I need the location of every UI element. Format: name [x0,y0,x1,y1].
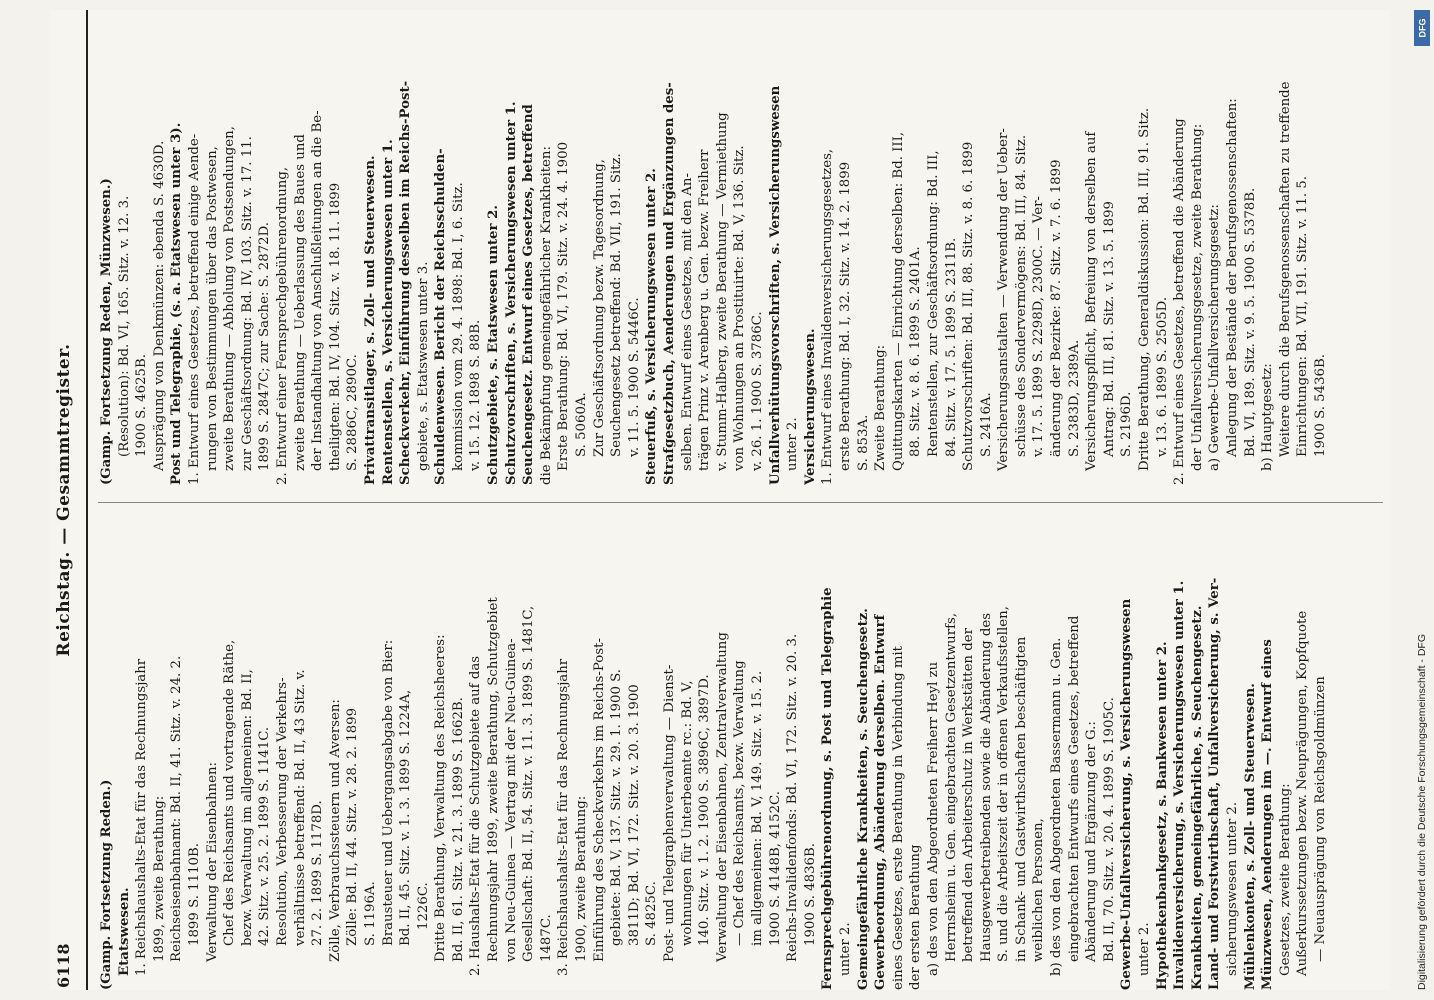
register-line: b) des von den Abgeordneten Bassermann u. Gen. [1049,637,1065,976]
register-line: gebiete: Bd. V, 137. Sitz. v. 29. 1. 1900 S. [609,668,625,946]
register-line: (Gamp. Fortsetzung Reden.) [99,779,114,990]
register-line: Scheckverkehr, Einführung desselben im Reichs-Post- [398,80,414,485]
register-line: Einführung des Scheckverkehrs im Reichs-Post- [591,638,607,962]
register-line: betreffend den Arbeiterschutz in Werkstätten der [961,628,977,962]
register-line: 1900 S. 4836B. [802,843,818,946]
register-line: Unfallverhütungsvorschriften, s. Versicherungswesen [767,85,783,485]
register-line: von Neu-Guinea — Vertrag mit der Neu-Guinea- [503,638,519,962]
register-line: Steuerfuß, s. Versicherungswesen unter 2. [644,168,660,485]
register-line: kommission vom 29. 4. 1898: Bd. I, 6. Sitz. [450,182,466,471]
register-line: v. 15. 12. 1898 S. 88B. [468,319,484,471]
right-column [98,20,1383,485]
register-line: Mühlenkonten, s. Zoll- und Steuerwesen. [1242,683,1258,990]
register-line: der Unfallversicherungsgesetze, zweite Berathung: [1189,123,1205,471]
register-line: 2. Entwurf einer Fernsprechgebührenordnung, [274,166,290,485]
register-line: S. 2383D, 2389A. [1066,339,1082,457]
register-line: Weitere durch die Berufsgenossenschaften zu treffende [1277,81,1293,457]
register-line: Brausteuer und Uebergangsabgabe von Bier: [380,639,396,946]
register-line: Bd. II, 61. Sitz. v. 21. 3. 1899 S. 1662B. [450,697,466,962]
register-line: S. 1196A. [362,881,378,946]
register-line: in Schank- und Gastwirthschaften beschäftigten [1013,636,1029,962]
register-line: schüsse des Sondervermögens: Bd. III, 84. Sitz. [1013,134,1029,457]
register-line: der ersten Berathung [908,844,924,990]
register-line: änderung der Bezirke: 87. Sitz. v. 7. 6. 1899 [1049,159,1065,457]
register-line: (Gamp. Fortsetzung Reden, Münzwesen.) [99,178,114,485]
register-line: verhältnisse betreffend: Bd. II, 43 Sitz. v. [292,669,308,946]
register-line: der Instandhaltung von Anschlußleitungen an die Be- [310,110,326,471]
register-line: trägen Prinz v. Arenberg u. Gen. bezw. Freiherr [697,149,713,471]
register-line: rungen von Bestimmungen über das Postwesen, [204,146,220,471]
register-line: 140. Sitz. v. 1. 2. 1900 S. 3896C, 3897D. [697,674,713,946]
page-number: 6118 [54,943,73,988]
register-line: Resolution, Verbesserung der Verkehrs- [274,677,290,946]
register-line: S. 853A. [855,414,871,471]
register-line: Gewerbe-Unfallversicherung, s. Versicherungswesen [1119,598,1135,990]
register-line: 1226C. [415,882,431,930]
register-line: weiblichen Personen, [1031,818,1047,962]
register-line: Ausprägung von Denkmünzen: ebenda S. 4630D. [151,140,167,471]
running-head: Reichstag. — Gesammtregister. [54,343,74,657]
register-line: gebiete, s. Etatswesen unter 3. [415,261,431,471]
register-line: Post und Telegraphie, (s. a. Etatswesen unter 3). [169,122,185,485]
register-line: Schuldenwesen. Bericht der Reichsschulden- [433,148,449,485]
register-line: Invalidenversicherung, s. Versicherungswesen unter 1. [1172,580,1188,990]
register-line: 27. 2. 1899 S. 1178D. [310,800,326,946]
register-line: selben. Entwurf eines Gesetzes, mit den An- [679,173,695,471]
register-line: Herrnsheim u. Gen. eingebrachten Gesetzentwurfs, [943,612,959,962]
dfg-logo [1414,10,1430,46]
register-line: Reichseisenbahnamt: Bd. II, 41. Sitz. v. 24. 2. [169,655,185,962]
register-line: Rentenstellen, zur Geschäftsordnung: Bd. III, [925,150,941,457]
register-line: Hypothekenbankgesetz, s. Bankwesen unter 2. [1154,641,1170,990]
register-line: Dritte Berathung, Verwaltung des Reichsheeres: [433,634,449,962]
register-line: Gesellschaft: Bd. II, 54. Sitz. v. 11. 3. 1899 S. 1481C, [521,605,537,962]
register-line: bezw. Verwaltung im allgemeinen: Bd. II, [239,669,255,946]
register-line: Verwaltung der Eisenbahnen: [204,761,220,962]
register-line: zweite Berathung — Ueberlassung des Baues und [292,134,308,471]
register-line: Seuchengesetz. Entwurf eines Gesetzes, betreffend [521,104,537,485]
register-line: v. 13. 6. 1899 S. 2505D. [1154,296,1170,457]
register-line: Land- und Forstwirthschaft, Unfallversicherung, s. Ver- [1207,577,1223,990]
register-line: Versicherungsanstalten — Verwendung der Ueber- [996,128,1012,471]
register-line: Verwaltung der Eisenbahnen, Zentralverwaltung [714,632,730,962]
register-line: Anlegung der Bestände der Berufsgenossenschaften: [1225,98,1240,457]
register-line: im allgemeinen: Bd. V, 149. Sitz. v. 15. 2. [749,670,765,946]
register-line: v. Stumm-Halberg, zweite Berathung — Vermiethung [714,112,730,471]
register-line: Bd. II, 45. Sitz. v. 1. 3. 1899 S. 1224A, [398,689,414,946]
register-line: theiligten: Bd. IV, 104. Sitz. v. 18. 11. 1899 [327,182,343,471]
register-line: Versicherungspflicht, Befreiung von derselben auf [1084,131,1100,471]
register-line: Gemeingefährliche Krankheiten, s. Seuchengesetz. [855,608,871,990]
column-divider [98,502,1383,503]
register-line: Reichs-Invalidenfonds: Bd. VI, 172. Sitz. v. 20. 3. [785,633,801,962]
left-column [98,525,1383,990]
register-line: zweite Berathung — Abholung von Postsendungen, [222,126,238,471]
register-line: Abänderung und Ergänzung der G.: [1084,721,1100,962]
register-line: 84. Sitz. v. 17. 5. 1899 S. 2311B. [943,237,959,457]
register-line: zur Geschäftsordnung: Bd. IV, 103. Sitz. v. 17. 11. [239,136,255,471]
register-line: Post- und Telegraphenverwaltung — Dienst- [662,664,677,962]
register-line: S. 2416A. [978,392,994,457]
register-line: Versicherungswesen. [802,328,818,485]
register-line: Außerkurssetzungen bezw. Neuprägungen, Kopfquote [1295,610,1311,976]
register-line: (Resolution): Bd. VI, 165. Sitz. v. 12. 3. [116,195,132,457]
register-line: S. und die Arbeitszeit der in offenen Verkaufsstellen, [996,606,1012,962]
dfg-badge-text: DFG [1417,18,1427,38]
register-line: Dritte Berathung, Generaldiskussion: Bd. III, 91. Sitz. [1137,107,1153,471]
register-line: v. 26. 1. 1900 S. 3786C. [749,311,765,471]
register-line: 1900 S. 4625B. [134,354,150,457]
register-line: 3811D; Bd. VI, 172. Sitz. v. 20. 3. 1900 [626,684,642,946]
register-line: Quittungskarten — Einrichtung derselben: Bd. III, [890,131,906,471]
register-line: eines Gesetzes, erste Berathung in Verbindung mit [890,645,906,990]
register-line: 2. Entwurf eines Gesetzes, betreffend die Abänderung [1172,118,1188,485]
register-line: a) des von den Abgeordneten Freiherr Heyl zu [925,661,941,976]
register-line: 1900, zweite Berathung: [574,795,590,962]
page-header [50,10,88,990]
register-line: erste Berathung: Bd. I, 32. Sitz. v. 14. 2. 1899 [837,161,853,471]
register-line: Gewerbeordnung, Abänderung derselben. Entwurf [873,614,889,990]
register-line: 1. Entwurf eines Gesetzes, betreffend einige Aende- [186,133,202,485]
register-line: 1. Entwurf eines Invalidenversicherungsgesetzes, [820,148,836,485]
register-line: S. 2886C, 2890C. [345,354,361,471]
register-line: Gesetzes, zweite Berathung: [1277,783,1293,976]
register-line: Schutzgebiete, s. Etatswesen unter 2. [486,204,502,485]
register-line: 1900 S. 4148B, 4152C. [767,791,783,946]
register-line: sicherungswesen unter 2. [1225,801,1240,976]
register-line: — Neuausprägung von Reichsgoldmünzen [1312,676,1328,962]
register-line: wohnungen für Unterbeamte rc.: Bd. V, [679,680,695,946]
register-line: Fernsprechgebührenordnung, s. Post und Telegraphie [820,587,836,990]
register-line: Zölle: Bd. II, 44. Sitz. v. 28. 2. 1899 [345,707,361,946]
register-line: Einrichtungen: Bd. VII, 191. Sitz. v. 11. 5. [1295,175,1311,457]
register-line: Schutzvorschriften, s. Versicherungswesen unter 1. [503,101,519,485]
register-line: Privattransitlager, s. Zoll- und Steuerwesen. [362,155,378,485]
register-line: Zölle, Verbrauchssteuern und Aversen: [327,699,343,962]
register-line: S. 2196D. [1119,391,1135,457]
register-line: Rechnungsjahr 1899, zweite Berathung, Schutzgebiet [486,597,502,962]
register-line: 1. Reichshaushalts-Etat für das Rechnungsjahr [134,658,150,976]
register-line: unter 2. [1137,922,1153,976]
register-line: 1899, zweite Berathung: [151,795,167,962]
register-line: 42. Sitz. v. 25. 2. 1899 S. 1141C. [257,726,273,946]
digitization-note: Digitalisierung gefördert durch die Deutsche Forschungsgemeinschaft - DFG [1416,633,1428,990]
register-line: Hausgewerbetreibenden sowie die Abänderung des [978,612,994,962]
register-line: v. 11. 5. 1900 S. 5446C. [626,297,642,457]
register-line: Zur Geschäftsordnung bezw. Tagesordnung, [591,159,607,457]
register-line: 1899 S. 2847C; zur Sache: S. 2872D. [257,222,273,471]
register-line: Bd. II, 70. Sitz. v. 20. 4. 1899 S. 1905C. [1101,697,1117,962]
register-line: 88. Sitz. v. 8. 6. 1899 S. 2401A. [908,246,924,457]
register-line: Antrag: Bd. III, 81. Sitz. v. 13. 5. 1899 [1101,200,1117,457]
register-line: Bd. VI, 189. Sitz. v. 9. 5. 1900 S. 5378B. [1242,187,1258,457]
register-line: unter 2. [837,922,853,976]
register-line: Münzwesen, Aenderungen im —. Entwurf eines [1260,639,1276,990]
rotated-register-page [50,10,1390,990]
register-line: Seuchengesetz betreffend: Bd. VII, 191. Sitz. [609,153,625,457]
register-line: 1900 S. 5436B. [1312,354,1328,457]
register-line: a) Gewerbe-Unfallversicherungsgesetz: [1207,204,1223,471]
register-line: Zweite Berathung: [873,344,889,471]
register-line: b) Hauptgesetz: [1260,363,1276,471]
register-line: die Bekämpfung gemeingefährlicher Krankheiten: [538,146,554,485]
register-line: v. 17. 5. 1899 S. 2298D, 2300C. — Ver- [1031,196,1047,457]
register-line: 2. Haushalts-Etat für die Schutzgebiete auf das [468,655,484,976]
register-line: unter 2. [785,417,801,471]
register-line: S. 5060A. [574,392,590,457]
register-line: Erste Berathung: Bd. VI, 179. Sitz. v. 24. 4. 1900 [556,141,572,471]
register-line: Schutzvorschriften: Bd. III, 88. Sitz. v. 8. 6. 1899 [961,141,977,471]
register-line: 1487C. [538,914,554,962]
register-line: Krankheiten, gemeingefährliche, s. Seuchengesetz. [1189,605,1205,990]
register-line: Etatswesen. [116,887,132,976]
register-line: von Wohnungen an Prostituirte: Bd. V, 136. Sitz. [732,145,748,471]
register-line: — Chef des Reichsamts, bezw. Verwaltung [732,660,748,946]
register-line: Strafgesetzbuch, Aenderungen und Ergänzungen des- [662,82,677,485]
register-line: eingebrachten Entwurfs eines Gesetzes, betreffend [1066,615,1082,962]
register-line: Rentenstellen, s. Versicherungswesen unter 1. [380,139,396,485]
register-line: 3. Reichshaushalts-Etat für das Rechnungsjahr [556,658,572,976]
register-line: 1899 S. 1110B. [186,843,202,946]
register-line: Chef des Reichsamts und vortragende Räthe, [222,639,238,946]
register-line: S. 4825C. [644,881,660,946]
